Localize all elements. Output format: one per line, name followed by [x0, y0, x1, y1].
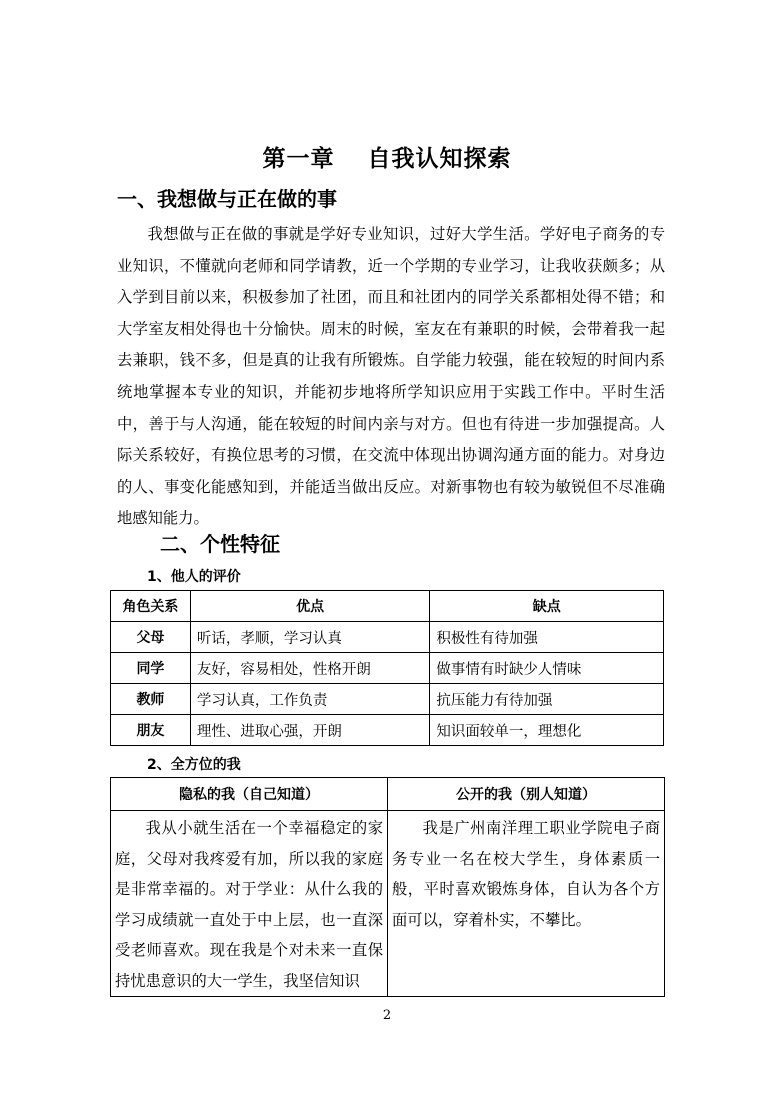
role-cell: 父母 [111, 622, 191, 653]
pros-cell: 理性、进取心强，开朗 [190, 715, 430, 746]
cons-cell: 抗压能力有待加强 [430, 684, 664, 715]
cons-cell: 知识面较单一，理想化 [430, 715, 664, 746]
header-cons: 缺点 [430, 591, 664, 622]
pros-cell: 听话，孝顺，学习认真 [190, 622, 430, 653]
private-self-text: 我从小就生活在一个幸福稳定的家庭，父母对我疼爱有加，所以我的家庭是非常幸福的。对于学业：从什么我的学习成绩就一直处于中上层，也一直深受老师喜欢。现在我是个对未来一直保持忧患意识的大一学生，我坚信知识 [115, 819, 383, 990]
table-row [111, 715, 664, 746]
role-cell: 朋友 [111, 715, 191, 746]
table-row [111, 653, 664, 684]
chapter-title: 第一章 自我认知探索 [262, 146, 512, 172]
sub-heading-evaluation: 1、他人的评价 [147, 569, 241, 585]
cons-cell: 做事情有时缺少人情味 [430, 653, 664, 684]
role-cell: 教师 [111, 684, 191, 715]
header-private-self: 隐私的我（自己知道） [111, 778, 388, 811]
johari-table [110, 777, 665, 997]
sub-heading-johari: 2、全方位的我 [147, 757, 241, 773]
private-self-cell [111, 811, 388, 997]
table-row [111, 811, 665, 997]
section-heading-2: 二、个性特征 [160, 532, 280, 556]
pros-cell: 友好，容易相处，性格开朗 [190, 653, 430, 684]
pros-cell: 学习认真，工作负责 [190, 684, 430, 715]
cons-cell: 积极性有待加强 [430, 622, 664, 653]
public-self-text: 我是广州南洋理工职业学院电子商务专业一名在校大学生，身体素质一般，平时喜欢锻炼身体，自认为各个方面可以，穿着朴实，不攀比。 [392, 819, 660, 929]
evaluation-table [110, 590, 664, 746]
table-header-row [111, 778, 665, 811]
section-1-paragraph: 我想做与正在做的事就是学好专业知识，过好大学生活。学好电子商务的专业知识，不懂就向老师和同学请教，近一个学期的专业学习，让我收获颇多；从入学到目前以来，积极参加了社团，而且和社团内的同学关系都相处得不错；和大学室友相处得也十分愉快。周末的时候，室友在有兼职的时候，会带着我一起去兼职，钱不多，但是真的让我有所锻炼。自学能力较强，能在较短的时间内系统地掌握本专业的知识，并能初步地将所学知识应用于实践工作中。平时生活中，善于与人沟通，能在较短的时间内亲与对方。但也有待进一步加强提高。人际关系较好，有换位思考的习惯，在交流中体现出协调沟通方面的能力。对身边的人、事变化能感知到，并能适当做出反应。对新事物也有较为敏锐但不尽准确地感知能力。 [117, 225, 665, 528]
page-number: 2 [382, 1008, 392, 1023]
role-cell: 同学 [111, 653, 191, 684]
header-role: 角色关系 [111, 591, 191, 622]
header-public-self: 公开的我（别人知道） [388, 778, 665, 811]
section-heading-1: 一、我想做与正在做的事 [117, 187, 337, 211]
table-row [111, 684, 664, 715]
table-header-row [111, 591, 664, 622]
public-self-cell [388, 811, 665, 997]
header-pros: 优点 [190, 591, 430, 622]
table-row [111, 622, 664, 653]
